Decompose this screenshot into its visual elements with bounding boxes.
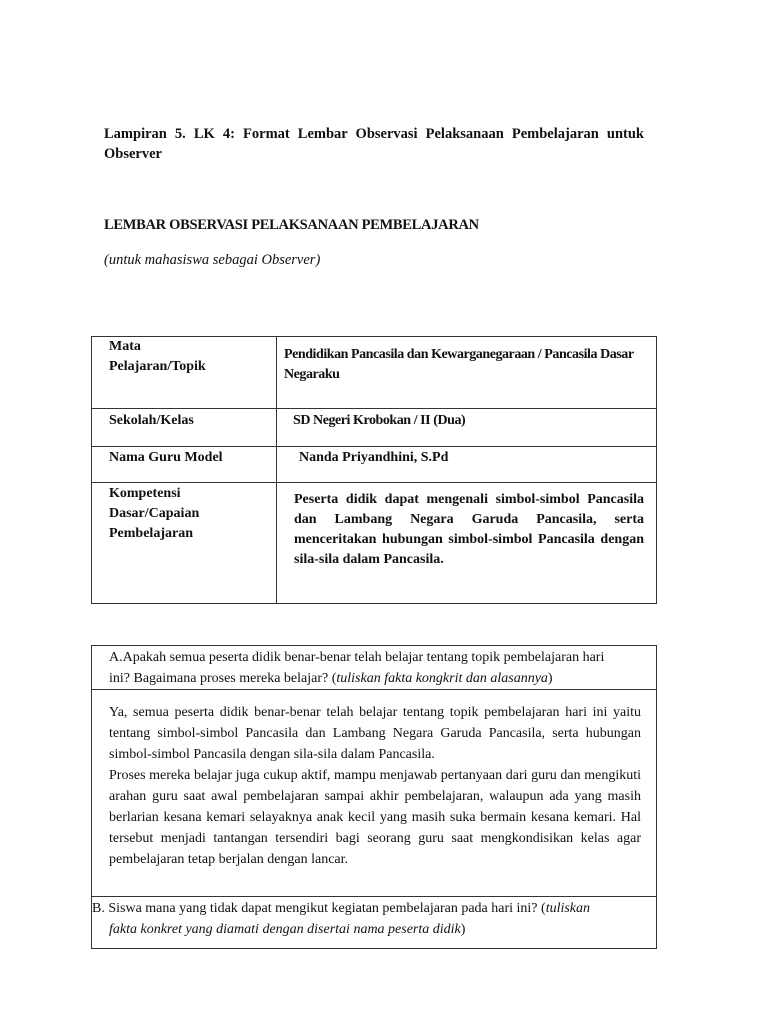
answer-a-text [92,690,656,870]
question-b-prefix: B. Siswa mana yang tidak dapat mengikut kegiatan pembelajaran pada hari ini? ( [92,901,546,916]
question-a-row [92,646,657,690]
teacher-label-cell [92,447,277,483]
subject-label-line2: Pelajaran/Topik [109,359,206,374]
subject-value-cell [277,337,657,409]
competency-label-line2: Dasar/Capaian [109,506,200,521]
subject-label-cell [92,337,277,409]
competency-value-cell [277,483,657,604]
school-row [92,409,657,447]
competency-label-line3: Pembelajaran [109,526,193,541]
school-value-cell [277,409,657,447]
question-b-line1 [92,898,656,919]
competency-value: Peserta didik dapat mengenali simbol-simbol Pancasila dan Lambang Negara Garuda Pancasila, serta menceritakan hubungan simbol-simbol Pancasila dengan sila-sila dalam Pancasila. [294,492,644,567]
form-subtitle: (untuk mahasiswa sebagai Observer) [104,252,321,268]
subject-label-line1: Mata [109,339,141,354]
school-value: SD Negeri Krobokan / II (Dua) [293,413,466,428]
competency-label-line1: Kompetensi [109,486,181,501]
school-label: Sekolah/Kelas [109,413,194,428]
question-b-suffix: ) [460,922,466,937]
subject-value: Pendidikan Pancasila dan Kewarganegaraan / Pancasila Dasar Negaraku [284,347,634,382]
form-title: LEMBAR OBSERVASI PELAKSANAAN PEMBELAJARAN [104,217,479,233]
info-table [91,336,657,604]
question-b-instruction-end: fakta konkret yang diamati dengan disertai nama peserta didik [109,922,461,937]
answer-a-paragraph2: Proses mereka belajar juga cukup aktif, mampu menjawab pertanyaan dari guru dan mengikuti arahan guru saat awal pembelajaran sampai akhir pembelajaran, walaupun ada yang masih berlarian kesana kemari selayaknya anak kecil yang masih suka bermain kesana kemari. Hal tersebut menjadi tantangan tersendiri bagi seorang guru saat mengkondisikan kelas agar pembelajaran tetap berjalan dengan lancar. [109,768,641,867]
subject-row [92,337,657,409]
question-a-instruction: tuliskan fakta kongkrit dan alasannya [336,671,548,686]
question-a-suffix: ) [547,671,553,686]
competency-label-cell [92,483,277,604]
question-b-row [92,897,657,949]
answer-a-row [92,690,657,897]
question-a-cell [92,646,657,690]
observation-table [91,645,657,949]
question-b-instruction-start: tuliskan [545,901,591,916]
question-a-line2 [92,668,656,689]
answer-a-paragraph1: Ya, semua peserta didik benar-benar telah belajar tentang topik pembelajaran hari ini yaitu tentang simbol-simbol Pancasila dan Lambang Negara Garuda Pancasila, serta hubungan simbol-simbol Pancasila dengan sila-sila dalam Pancasila. [109,705,641,762]
question-a-prefix: ini? Bagaimana proses mereka belajar? ( [109,671,337,686]
teacher-value-cell [277,447,657,483]
teacher-value: Nanda Priyandhini, S.Pd [299,450,449,465]
question-b-cell [92,897,657,949]
question-b-line2 [92,919,656,940]
teacher-row [92,447,657,483]
competency-row [92,483,657,604]
question-a-line1: A.Apakah semua peserta didik benar-benar telah belajar tentang topik pembelajaran hari [109,650,605,665]
answer-a-cell [92,690,657,897]
document-heading: Lampiran 5. LK 4: Format Lembar Observasi Pelaksanaan Pembelajaran untuk Observer [104,126,644,162]
teacher-label: Nama Guru Model [109,450,223,465]
school-label-cell [92,409,277,447]
